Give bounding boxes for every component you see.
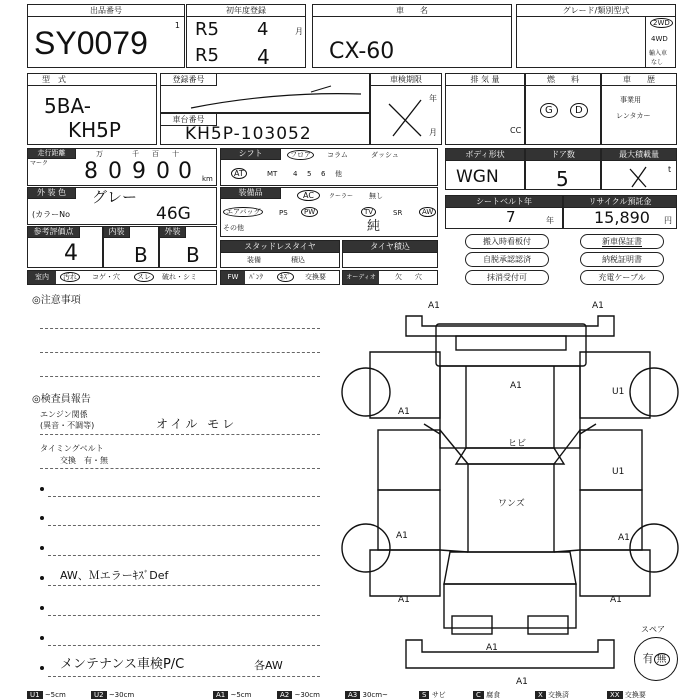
grade-options-column (645, 17, 675, 68)
interior-condition-box (27, 270, 217, 285)
first-registration-box (186, 4, 306, 68)
recycle-unit: 円 (664, 216, 672, 225)
shaken-year-unit: 年 (429, 94, 437, 103)
body-type-header: ボディ形状 (446, 149, 524, 161)
engine-value: オイル モレ (156, 417, 238, 431)
bullet-6 (40, 636, 44, 640)
mark-left-rear-door: A1 (396, 531, 408, 541)
doors-value: 5 (556, 167, 569, 191)
recycle-box (563, 195, 677, 229)
first-reg-month-unit: 月 (295, 27, 303, 36)
shaken-cross-mark (371, 74, 443, 146)
interior-score-header: 内装 (104, 227, 130, 238)
mileage-digit-1: 8 (84, 159, 98, 184)
bullet-4 (40, 576, 44, 580)
studless-equipped: 装備 (247, 256, 261, 264)
grade-4wd: 4WD (651, 35, 668, 43)
exterior-score-header: 外装 (160, 227, 186, 238)
chassis-value: KH5P-103052 (185, 124, 312, 144)
model-value-1: 5BA- (44, 94, 91, 118)
displacement-box (445, 73, 525, 145)
score-header: 参考評価点 (28, 227, 80, 238)
equip-airbag: エアバッグ (223, 208, 263, 217)
seatbelt-box (445, 195, 563, 229)
spare-none: 無 (654, 653, 670, 666)
body-type-value: WGN (456, 167, 499, 187)
spare-present: 有 (642, 652, 654, 665)
color-header: 外 装 色 (28, 188, 76, 199)
legend-s: S サビ (419, 691, 446, 699)
exterior-score-box (159, 226, 217, 268)
interior-condition-label: 室内 (28, 271, 56, 284)
tire-load-box (342, 240, 438, 268)
spare-label: スペア (641, 625, 665, 634)
studless-loaded: 積込 (291, 256, 305, 264)
legend-u2: U2 ~30cm (91, 691, 134, 699)
belt-line (40, 468, 320, 469)
model-header: 型 式 (28, 74, 156, 86)
mileage-mark-label: マーク (30, 160, 49, 167)
chassis-header: 車台番号 (161, 114, 217, 126)
legend-c: C 腐食 (473, 691, 500, 699)
first-reg-month-1: 4 (257, 19, 269, 40)
check-tax-cert: 納税証明書 (580, 252, 664, 267)
history-header: 車 歴 (602, 74, 676, 86)
mileage-digit-5: 0 (178, 159, 192, 184)
legend-x: X 交換済 (535, 691, 569, 699)
mark-roof-text: ヒビ (508, 439, 527, 449)
spare-circle (634, 637, 678, 681)
inspector-line-1: AW、ＭエラーｷｽﾞDef (60, 569, 169, 582)
mark-right-rear-fender: A1 (618, 533, 630, 543)
lot-tick: 1 (174, 21, 180, 30)
inspector-line-2b: 各AW (254, 659, 283, 672)
damage-legend (27, 691, 677, 700)
mileage-km: km (202, 175, 213, 183)
mark-right-rear: A1 (610, 595, 622, 605)
check-cancel: 抹消受付可 (465, 270, 549, 285)
car-damage-diagram (340, 296, 680, 686)
history-box (601, 73, 677, 145)
body-type-box (445, 148, 525, 190)
car-name-value: CX-60 (329, 39, 395, 64)
recycle-value: 15,890 (594, 208, 650, 227)
audio-label: オーディオ (343, 271, 379, 284)
shift-other: 他 (335, 170, 342, 178)
notes-line-3 (40, 376, 320, 377)
doors-box (525, 148, 601, 190)
equip-other-label: その他 (223, 224, 244, 232)
first-reg-era-1: R5 (195, 19, 219, 40)
mark-left-rear-fender: A1 (398, 595, 410, 605)
shaken-month-unit: 月 (429, 128, 437, 137)
car-name-header: 車 名 (313, 5, 511, 17)
score-value: 4 (64, 241, 78, 266)
bullet-line-6 (48, 645, 320, 646)
grade-2wd: 2WD (650, 19, 673, 28)
notes-line-2 (40, 352, 320, 353)
audio-missing: 欠 (395, 273, 402, 281)
equip-aw: AW (419, 208, 436, 217)
fuel-box (525, 73, 601, 145)
mark-hood: A1 (510, 381, 522, 391)
first-reg-era-2: R5 (195, 45, 219, 66)
grade-import: 輸入車 (649, 50, 668, 57)
doors-header: ドア数 (526, 149, 600, 161)
engine-label-2: (異音・不調等) (40, 421, 95, 430)
seatbelt-unit: 年 (546, 216, 554, 225)
mark-tail: A1 (486, 643, 498, 653)
exterior-score-value: B (186, 243, 200, 267)
legend-u1: U1 ~5cm (27, 691, 66, 699)
audio-box (342, 270, 438, 285)
lot-number-box (27, 4, 185, 68)
fuel-diesel: D (570, 106, 588, 115)
mark-front-bumper: A1 (428, 301, 440, 311)
model-box (27, 73, 157, 145)
notes-header: ◎注意事項 (32, 295, 81, 306)
score-box (27, 226, 103, 268)
engine-label-1: エンジン関係 (40, 410, 88, 419)
inspector-header: ◎検査員報告 (32, 394, 91, 405)
shift-column: コラム (327, 151, 348, 159)
lot-number-value: SY0079 (34, 25, 148, 61)
mileage-header: 走行距離 (28, 149, 76, 159)
check-carried-sign: 搬入時看板付 (465, 234, 549, 249)
shift-4: 4 (293, 170, 298, 178)
registration-box (160, 73, 370, 113)
shift-floor: フロア (287, 151, 314, 160)
fuel-gas: G (540, 106, 558, 115)
capacity-header: 最大積載量 (602, 149, 676, 161)
seatbelt-header: シートベルト年 (446, 196, 562, 208)
recycle-header: リサイクル預託金 (564, 196, 676, 208)
capacity-box (601, 148, 677, 190)
shift-6: 6 (321, 170, 326, 178)
interior-score-value: B (134, 243, 148, 267)
equip-ac: AC (297, 191, 320, 200)
shift-mt: MT (267, 170, 278, 178)
shift-box (220, 148, 438, 186)
equip-pw: PW (301, 208, 318, 217)
legend-xx: XX 交換要 (607, 691, 646, 699)
bullet-line-7 (48, 676, 320, 677)
equip-none: 無し (369, 192, 383, 200)
check-approval: 自脱承認認済 (465, 252, 549, 267)
mark-right-rear-door: U1 (612, 467, 625, 477)
fw-label: FW (221, 271, 245, 284)
registration-scribble (161, 74, 371, 114)
grade-none: なし (651, 59, 664, 66)
interior-score-box (103, 226, 159, 268)
shaken-header: 車検期限 (371, 74, 441, 86)
legend-a3: A3 30cm~ (345, 691, 388, 699)
equip-tv: TV (361, 208, 376, 217)
displacement-unit: CC (510, 126, 522, 135)
grade-box (516, 4, 676, 68)
color-code-label: (カラーNo (32, 210, 70, 219)
mark-hood-text: ワンズ (498, 499, 525, 509)
mark-front-left-fender: A1 (398, 407, 410, 417)
registration-header: 登録番号 (161, 74, 217, 86)
studless-box (220, 240, 340, 268)
equip-cooler: クーラー (329, 193, 354, 200)
mileage-unit-ju: 十 (172, 150, 179, 158)
bullet-line-2 (48, 525, 320, 526)
mileage-unit-man: 万 (96, 150, 103, 158)
inspector-line-2: メンテナンス車検P/C (60, 657, 185, 672)
shift-at: AT (231, 169, 247, 178)
shift-5: 5 (307, 170, 312, 178)
bullet-line-4 (48, 585, 320, 586)
check-charge-cable: 充電ケーブル (580, 270, 664, 285)
equipment-header: 装備品 (221, 188, 281, 199)
mark-rear-bumper: A1 (516, 677, 528, 686)
seatbelt-value: 7 (506, 208, 516, 226)
displacement-header: 排 気 量 (446, 74, 524, 86)
studless-header: スタッドレスタイヤ (221, 241, 339, 253)
shift-header: シフト (221, 149, 281, 160)
capacity-unit: t (668, 165, 672, 174)
notes-line-1 (40, 328, 320, 329)
interior-tear: 破れ・シミ (162, 273, 197, 281)
grade-header: グレード/類別型式 (517, 5, 675, 17)
bullet-3 (40, 546, 44, 550)
bullet-2 (40, 516, 44, 520)
color-code: 46G (156, 204, 191, 224)
history-rental: レンタカー (616, 112, 651, 120)
first-reg-month-2: 4 (257, 45, 270, 69)
bullet-5 (40, 606, 44, 610)
equip-ps: PS (279, 209, 288, 217)
bullet-line-5 (48, 615, 320, 616)
check-new-warranty: 新車保証書 (580, 234, 664, 249)
bullet-1 (40, 487, 44, 491)
timing-belt-label: タイミングベルト (40, 444, 104, 453)
fw-replace: 交換要 (305, 273, 326, 281)
color-box (27, 187, 217, 225)
mileage-digit-4: 0 (156, 159, 170, 184)
engine-line (40, 434, 320, 435)
bullet-7 (40, 666, 44, 670)
history-business: 事業用 (620, 96, 641, 104)
chassis-box (160, 113, 370, 145)
mark-right-front-door: U1 (612, 387, 625, 397)
car-name-box (312, 4, 512, 68)
tire-load-header: タイヤ積込 (343, 241, 437, 253)
equip-other-note: 純 (367, 219, 381, 234)
legend-a2: A2 ~30cm (277, 691, 320, 699)
interior-dirty: 汚れ (60, 273, 80, 282)
fw-puncture: ﾊﾟﾝｸ (249, 273, 263, 281)
mileage-digit-2: 0 (108, 159, 122, 184)
fw-scratch: ｷｽﾞ (277, 273, 294, 282)
mileage-unit-hyaku: 百 (152, 150, 159, 158)
model-value-2: KH5P (68, 118, 121, 142)
equip-sr: SR (393, 209, 403, 217)
mark-front-right: A1 (592, 301, 604, 311)
timing-belt-value: 交換 有・無 (60, 456, 108, 465)
legend-a1: A1 ~5cm (213, 691, 251, 699)
interior-burn: コゲ・穴 (92, 273, 120, 281)
capacity-cross-mark (602, 149, 678, 191)
lot-number-header: 出品番号 (28, 5, 184, 17)
shaken-box (370, 73, 442, 145)
first-registration-header: 初年度登録 (187, 5, 305, 17)
shift-dash: ダッシュ (371, 151, 399, 159)
fw-box (220, 270, 340, 285)
bullet-line-3 (48, 555, 320, 556)
color-value: グレー (92, 188, 138, 206)
equipment-box (220, 187, 438, 237)
fuel-header: 燃 料 (526, 74, 600, 86)
interior-scuff: スレ (134, 273, 154, 282)
mileage-box (27, 148, 217, 186)
mileage-digit-3: 9 (132, 159, 146, 184)
mileage-unit-sen: 千 (132, 150, 139, 158)
bullet-line-1 (48, 496, 320, 497)
audio-hole: 穴 (415, 273, 422, 281)
